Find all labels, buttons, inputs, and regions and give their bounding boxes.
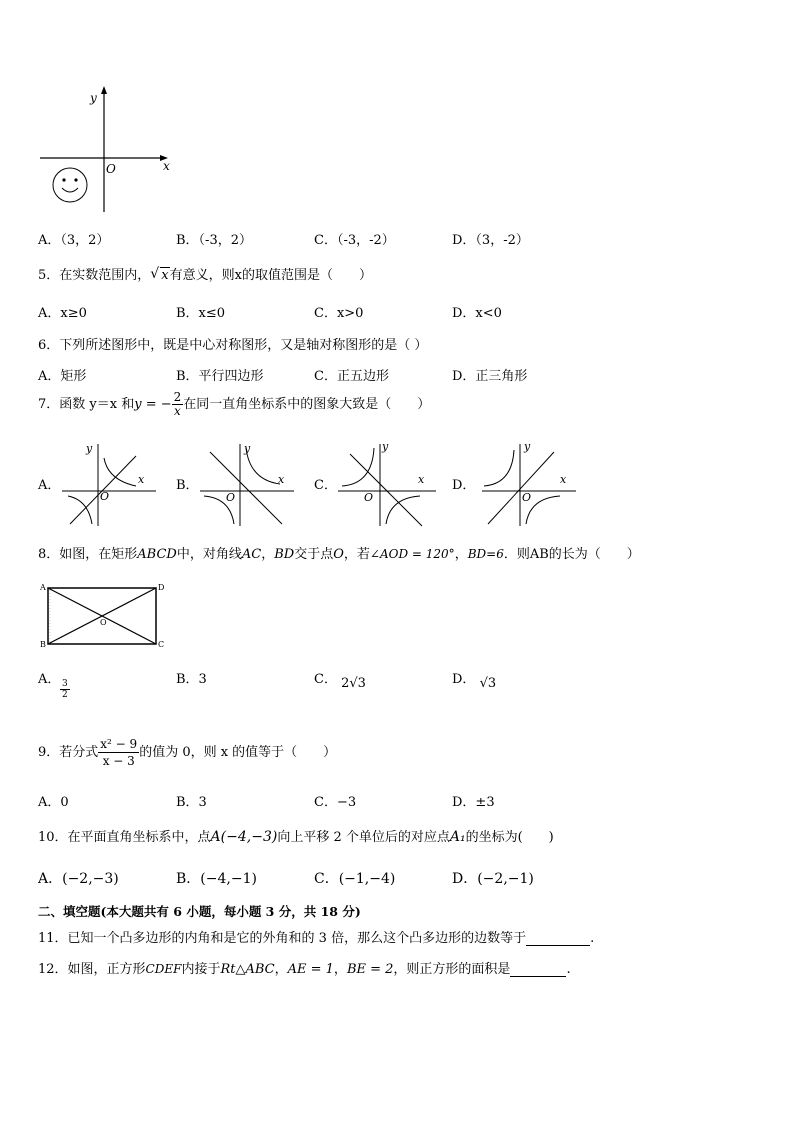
q8-abcd: ABCD (137, 547, 177, 562)
q6-stem: 6．下列所述图形中，既是中心对称图形，又是轴对称图形的是（ ） (38, 338, 428, 353)
center-o-label: O (100, 618, 107, 627)
q9-option-d[interactable]: D．±3 (452, 795, 495, 810)
origin-label: O (106, 162, 116, 176)
q4-option-b[interactable]: B．（-3，2） (176, 233, 252, 248)
q9-option-b[interactable]: B．3 (176, 795, 207, 810)
q8-mid1: 中，对角线 (176, 547, 242, 562)
q5-option-b[interactable]: B．x≤0 (176, 306, 226, 321)
q8-rectangle-figure (36, 580, 172, 652)
q10-option-d[interactable]: D．(−2,−1) (452, 871, 534, 887)
q8-option-d-label: D． (452, 672, 476, 687)
q12-stem (38, 958, 571, 977)
q7-graph-c (336, 440, 440, 528)
q8-option-a-fraction (60, 679, 70, 700)
q7-lhs: y = − (134, 397, 172, 412)
q9-fraction (98, 736, 139, 769)
q12-be: BE = 2 (346, 962, 394, 977)
q12-prefix: 12．如图，正方形 (38, 962, 146, 977)
q11-answer-blank[interactable] (526, 931, 590, 946)
graph-b-x-label: x (278, 473, 285, 486)
q9-frac-den: x − 3 (102, 754, 135, 768)
q9-prefix: 9．若分式 (38, 745, 99, 760)
q8-sep: ， (454, 547, 468, 562)
q7-option-c[interactable]: C． (314, 478, 337, 493)
q5-stem (38, 264, 372, 283)
vertex-c-label: C (158, 640, 165, 649)
q10-option-b[interactable]: B．(−4,−1) (176, 871, 257, 887)
q8-suffix: ．则AB的长为（ ） (503, 547, 640, 562)
q8-mid3: ，若 (343, 547, 370, 562)
q10-point: A(−4,−3) (210, 829, 278, 845)
q8-option-a[interactable] (38, 668, 60, 687)
q10-stem (38, 826, 554, 845)
q8-a-num: 3 (62, 679, 68, 689)
q6-option-d[interactable]: D．正三角形 (452, 369, 528, 384)
q7-frac-den: x (174, 404, 181, 418)
q6-option-a[interactable]: A．矩形 (38, 369, 87, 384)
graph-a-y-label: y (86, 442, 93, 455)
x-axis-label: x (163, 159, 170, 173)
q5-option-c[interactable]: C．x>0 (314, 306, 364, 321)
q8-bd: BD (274, 547, 295, 562)
q12-rt-triangle: Rt△ABC (220, 962, 275, 977)
q7-option-b[interactable]: B． (176, 478, 199, 493)
q12-mid: 内接于 (181, 962, 221, 977)
graph-d-y-label: y (524, 440, 531, 453)
q4-option-c[interactable]: C．（-3，-2） (314, 233, 395, 248)
graph-b-y-label: y (244, 442, 251, 455)
graph-c-origin-label: O (364, 491, 374, 504)
q8-prefix: 8．如图，在矩形 (38, 547, 138, 562)
q6-option-c[interactable]: C．正五边形 (314, 369, 389, 384)
q7-suffix: 在同一直角坐标系中的图象大致是（ ） (183, 397, 431, 412)
q8-comma: ， (261, 547, 275, 562)
q5-suffix: 有意义，则x的取值范围是（ ） (169, 268, 372, 283)
q10-option-c[interactable]: C．(−1,−4) (314, 871, 396, 887)
q9-option-a[interactable]: A．0 (38, 795, 69, 810)
q9-frac-num: x² − 9 (100, 737, 138, 751)
q11-stem (38, 927, 594, 946)
q5-prefix: 5．在实数范围内， (38, 268, 151, 283)
q12-cdef: CDEF (145, 962, 182, 976)
q4-option-a[interactable]: A．（3，2） (38, 233, 110, 248)
q8-stem (38, 543, 640, 562)
q7-fraction (172, 391, 184, 418)
q12-sep: ， (333, 962, 347, 977)
q8-option-c-value: 2√3 (341, 676, 366, 691)
graph-c-y-label: y (382, 440, 389, 453)
q8-ac: AC (241, 547, 262, 562)
q11-text: 11．已知一个凸多边形的内角和是它的外角和的 3 倍，那么这个凸多边形的边数等于 (38, 931, 527, 946)
section-heading-fill-in: 二、填空题(本大题共有 6 小题，每小题 3 分，共 18 分) (38, 904, 361, 919)
q5-option-a[interactable]: A．x≥0 (38, 306, 87, 321)
q12-suffix: ，则正方形的面积是 (393, 962, 511, 977)
q5-radicand: x (161, 268, 169, 283)
q10-suffix2: 的坐标为( ) (465, 830, 554, 845)
q8-option-d-value: √3 (479, 676, 497, 691)
graph-d-origin-label: O (522, 491, 532, 504)
q8-option-d[interactable] (452, 668, 497, 691)
q7-frac-num: 2 (173, 390, 182, 404)
q8-bd-value: BD=6 (467, 547, 504, 561)
q10-point2: A₁ (449, 829, 466, 845)
smiley-icon (53, 168, 87, 202)
q7-graph-b (198, 440, 298, 528)
q8-option-a-label: A． (38, 672, 61, 687)
vertex-d-label: D (158, 583, 165, 592)
q8-a-den: 2 (62, 690, 68, 700)
sqrt-expression: √ x (150, 266, 169, 283)
q9-option-c[interactable]: C．−3 (314, 795, 357, 810)
q11-period: . (590, 931, 595, 946)
q7-option-d[interactable]: D． (452, 478, 476, 493)
graph-b-origin-label: O (226, 491, 236, 504)
vertex-b-label: B (40, 640, 46, 649)
q7-prefix: 7．函数 y＝x 和 (38, 397, 135, 412)
vertex-a-label: A (40, 583, 46, 592)
q7-graph-d (480, 440, 580, 528)
graph-a-x-label: x (138, 473, 145, 486)
q10-suffix: 向上平移 2 个单位后的对应点 (277, 830, 450, 845)
q8-option-b[interactable]: B．3 (176, 672, 207, 687)
q7-graph-a (60, 440, 160, 528)
q6-option-b[interactable]: B．平行四边形 (176, 369, 264, 384)
q4-option-d[interactable]: D．（3，-2） (452, 233, 529, 248)
q8-option-c[interactable] (314, 668, 366, 691)
q10-prefix: 10．在平面直角坐标系中，点 (38, 830, 211, 845)
q8-angle: ∠AOD = 120° (369, 547, 455, 561)
q8-o: O (333, 547, 344, 562)
q5-option-d[interactable]: D．x<0 (452, 306, 502, 321)
q4-axes-figure (36, 84, 176, 214)
q7-stem (38, 391, 430, 418)
q7-option-a[interactable]: A． (38, 478, 61, 493)
q8-option-c-label: C． (314, 672, 337, 687)
graph-a-origin-label: O (100, 490, 110, 503)
graph-d-x-label: x (560, 473, 567, 486)
q12-ae: AE = 1 (287, 962, 334, 977)
graph-c-x-label: x (418, 473, 425, 486)
q12-period: . (566, 962, 571, 977)
q12-mid2: ， (274, 962, 288, 977)
q12-answer-blank[interactable] (510, 962, 566, 977)
y-axis-label: y (90, 91, 97, 105)
q8-mid2: 交于点 (294, 547, 334, 562)
q9-stem (38, 736, 336, 769)
q9-suffix: 的值为 0，则 x 的值等于（ ） (139, 745, 337, 760)
q10-option-a[interactable]: A．(−2,−3) (38, 871, 119, 887)
